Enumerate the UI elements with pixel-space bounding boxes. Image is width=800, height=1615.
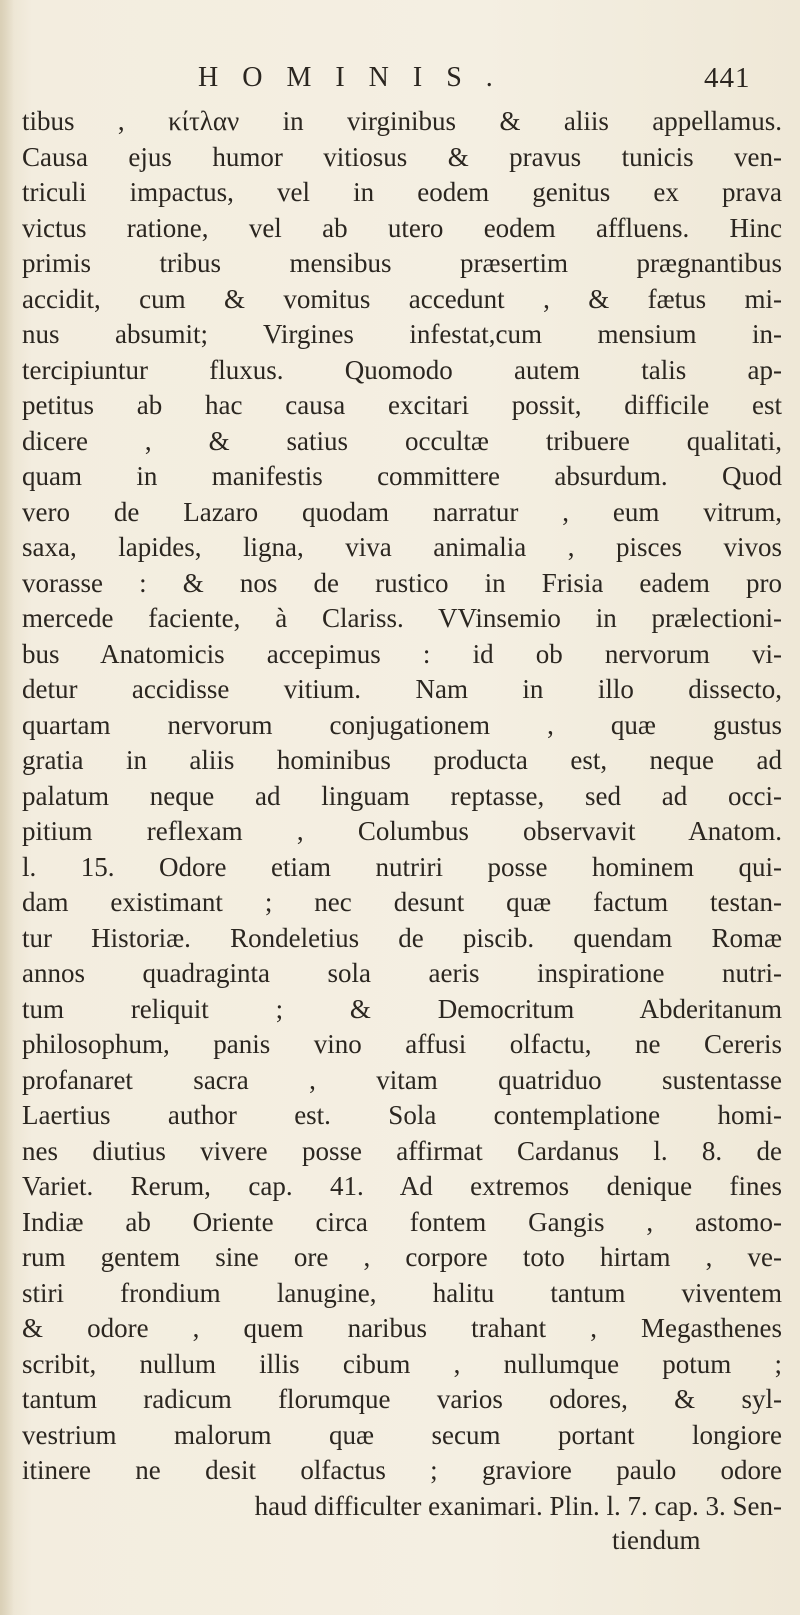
text-line: palatum neque ad linguam reptasse, sed ad occi- <box>22 780 782 811</box>
text-line: primis tribus mensibus præsertim prægnantibus <box>22 248 782 278</box>
text-line: l. 15. Odore etiam nutriri posse hominem qui- <box>22 851 782 882</box>
text-line: gratia in aliis hominibus producta est, neque ad <box>22 745 782 775</box>
text-line: vestrium malorum quæ secum portant longiore <box>22 1419 782 1450</box>
page-number: 441 <box>704 62 751 94</box>
text-line: nes diutius vivere posse affirmat Cardanus l. 8. de <box>22 1135 782 1166</box>
text-line: profanaret sacra , vitam quatriduo sustentasse <box>22 1064 782 1095</box>
text-line: bus Anatomicis accepimus : id ob nervorum vi- <box>22 638 782 669</box>
text-line: quam in manifestis committere absurdum. Quod <box>22 461 782 491</box>
text-line: nus absumit; Virgines infestat,cum mensium in- <box>22 319 782 349</box>
text-line: tur Historiæ. Rondeletius de piscib. quendam Romæ <box>22 922 782 953</box>
page-header <box>0 62 800 102</box>
text-line: Variet. Rerum, cap. 41. Ad extremos denique fines <box>22 1171 782 1201</box>
text-line: quartam nervorum conjugationem , quæ gustus <box>22 709 782 740</box>
running-head: HOMINIS. <box>198 62 517 93</box>
text-line: scribit, nullum illis cibum , nullumque potum ; <box>22 1348 782 1379</box>
text-line: pitium reflexam , Columbus observavit Anatom. <box>22 816 782 846</box>
text-line: dicere , & satius occultæ tribuere qualitati, <box>22 425 782 456</box>
text-line: accidit, cum & vomitus accedunt , & fætus mi- <box>22 283 782 314</box>
text-line: tibus , κίτλαν in virginibus & aliis appellamus. <box>22 106 782 136</box>
text-line: Indiæ ab Oriente circa fontem Gangis , astomo- <box>22 1206 782 1237</box>
text-line: tantum radicum florumque varios odores, & syl- <box>22 1384 782 1414</box>
text-line: annos quadraginta sola aeris inspiratione nutri- <box>22 958 782 988</box>
text-line: itinere ne desit olfactus ; graviore paulo odore <box>22 1455 782 1485</box>
text-line: vorasse : & nos de rustico in Frisia eadem pro <box>22 567 782 598</box>
text-line: saxa, lapides, ligna, viva animalia , pisces vivos <box>22 532 782 562</box>
page-gutter-shadow <box>0 0 14 1615</box>
text-line: dam existimant ; nec desunt quæ factum testan- <box>22 887 782 917</box>
text-line: detur accidisse vitium. Nam in illo dissecto, <box>22 674 782 704</box>
text-line: Causa ejus humor vitiosus & pravus tunicis ven- <box>22 141 782 172</box>
text-line: haud difficulter exanimari. Plin. l. 7. cap. 3. Sen- <box>254 1490 782 1521</box>
text-line: & odore , quem naribus trahant , Megasthenes <box>22 1313 782 1343</box>
text-line: rum gentem sine ore , corpore toto hirtam , ve- <box>22 1242 782 1272</box>
text-line: tum reliquit ; & Democritum Abderitanum <box>22 993 782 1024</box>
text-line: tercipiuntur fluxus. Quomodo autem talis ap- <box>22 354 782 385</box>
text-line: victus ratione, vel ab utero eodem affluens. Hinc <box>22 212 782 243</box>
body-text <box>22 104 782 1524</box>
catchword: tiendum <box>612 1525 701 1555</box>
text-line: triculi impactus, vel in eodem genitus ex prava <box>22 177 782 207</box>
text-line: philosophum, panis vino affusi olfactu, ne Cereris <box>22 1029 782 1059</box>
text-line: petitus ab hac causa excitari possit, difficile est <box>22 390 782 420</box>
text-line: vero de Lazaro quodam narratur , eum vitrum, <box>22 496 782 527</box>
text-line: Laertius author est. Sola contemplatione homi- <box>22 1100 782 1130</box>
text-line: mercede faciente, à Clariss. VVinsemio in prælectioni- <box>22 603 782 633</box>
text-line: stiri frondium lanugine, halitu tantum viventem <box>22 1277 782 1308</box>
